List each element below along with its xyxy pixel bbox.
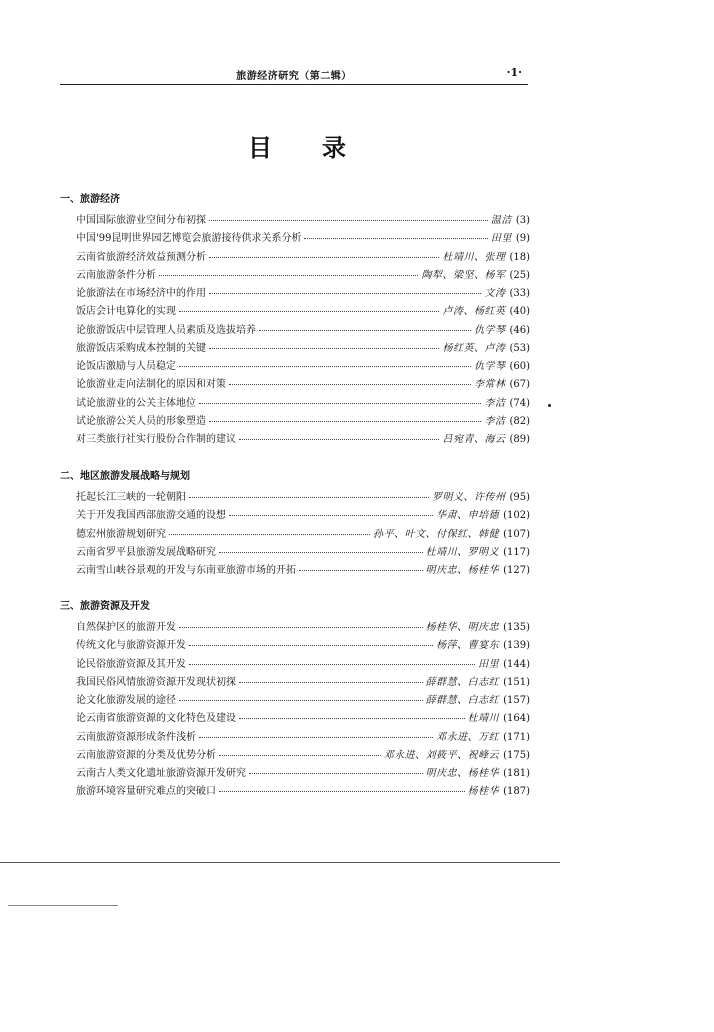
entry-page: (9) <box>515 233 530 245</box>
entry-author: 杨红英、卢涛 <box>442 342 506 354</box>
entry-page: (181) <box>503 768 530 779</box>
entry-title: 传统文化与旅游资源开发 <box>76 640 186 652</box>
entry-author: 陶犁、梁坚、杨军 <box>421 269 506 281</box>
leader-dots <box>209 281 481 294</box>
entry-title: 论云南省旅游资源的文化特色及建设 <box>76 713 236 725</box>
entry-title: 论旅游业走向法制化的原因和对策 <box>76 379 226 391</box>
entry-page: (95) <box>509 492 530 503</box>
entry-author: 田里 <box>490 233 512 245</box>
toc-section-tourism-economy <box>60 190 530 447</box>
entry-page: (157) <box>503 695 530 706</box>
entry-author: 李常林 <box>473 379 506 391</box>
leader-dots <box>209 409 481 422</box>
toc-entry[interactable] <box>60 781 530 799</box>
running-header <box>60 64 528 85</box>
entry-page: (175) <box>503 749 530 761</box>
leader-dots <box>199 725 433 738</box>
entry-author: 明庆忠、杨桂华 <box>425 768 500 779</box>
entry-author: 杜靖川、罗明义 <box>425 546 500 558</box>
entry-page: (82) <box>509 415 530 427</box>
entry-title: 我国民俗风情旅游资源开发现状初探 <box>76 676 236 688</box>
entry-author: 卢涛、杨红英 <box>442 306 506 318</box>
section-heading: 二、地区旅游发展战略与规划 <box>60 471 190 482</box>
page-number: ·1· <box>506 66 522 79</box>
entry-page: (18) <box>509 251 530 263</box>
bottom-rule <box>0 862 560 863</box>
entry-title: 云南旅游条件分析 <box>76 269 156 281</box>
leader-dots <box>189 652 475 665</box>
leader-dots <box>179 354 471 367</box>
entry-author: 田里 <box>478 658 500 670</box>
entry-page: (164) <box>503 713 530 725</box>
entry-title: 云南旅游资源形成条件浅析 <box>76 731 196 743</box>
entry-author: 杨桂华、明庆忠 <box>425 622 500 633</box>
entry-author: 邓永进、万红 <box>436 731 500 743</box>
leader-dots <box>239 706 465 719</box>
entry-page: (67) <box>509 379 530 391</box>
entry-title: 关于开发我国西部旅游交通的设想 <box>76 510 226 522</box>
leader-dots <box>189 633 433 646</box>
leader-dots <box>239 670 423 683</box>
leader-dots <box>179 615 423 628</box>
entry-author: 薛群慧、白志红 <box>425 676 500 688</box>
entry-title: 旅游饭店采购成本控制的关键 <box>76 342 206 354</box>
leader-dots <box>179 688 423 701</box>
footnote-rule <box>8 905 118 906</box>
leader-dots <box>239 427 439 440</box>
leader-dots <box>229 372 471 385</box>
entry-title: 对三类旅行社实行股份合作制的建议 <box>76 434 236 445</box>
entry-author: 邓永进、刘筱平、祝峰云 <box>383 749 500 761</box>
entry-page: (74) <box>509 397 530 409</box>
stray-mark <box>548 404 551 407</box>
entry-title: 论旅游法在市场经济中的作用 <box>76 288 206 299</box>
toc-section-resources <box>60 597 530 800</box>
entry-title: 云南省旅游经济效益预测分析 <box>76 251 206 263</box>
leader-dots <box>209 336 439 349</box>
entry-page: (60) <box>509 361 530 372</box>
leader-dots <box>219 743 381 756</box>
leader-dots <box>209 208 488 221</box>
entry-page: (25) <box>509 269 530 281</box>
entry-title: 自然保护区的旅游开发 <box>76 622 176 633</box>
entry-page: (53) <box>509 342 530 354</box>
entry-author: 杨桂华 <box>467 786 500 798</box>
entry-page: (144) <box>503 658 530 670</box>
entry-page: (139) <box>503 640 530 652</box>
entry-title: 试论旅游公关人员的形象塑造 <box>76 415 206 427</box>
leader-dots <box>179 299 439 312</box>
entry-title: 旅游环境容量研究难点的突破口 <box>76 786 216 798</box>
entry-title: 论旅游饭店中层管理人员素质及选拔培养 <box>76 324 256 336</box>
entry-title: 中国'99昆明世界园艺博览会旅游接待供求关系分析 <box>76 233 302 245</box>
entry-title: 论民俗旅游资源及其开发 <box>76 658 186 670</box>
title-char-2: 录 <box>322 133 346 162</box>
entry-title: 托起长江三峡的一轮朝阳 <box>76 492 186 503</box>
entry-title: 饭店会计电算化的实现 <box>76 306 176 318</box>
entry-page: (117) <box>503 546 530 558</box>
entry-author: 明庆忠、杨桂华 <box>425 565 500 576</box>
entry-page: (89) <box>509 434 530 445</box>
section-heading: 一、旅游经济 <box>60 194 120 205</box>
entry-page: (107) <box>503 528 530 540</box>
journal-title: 旅游经济研究（第二辑） <box>236 71 352 82</box>
leader-dots <box>259 318 471 331</box>
entry-title: 云南雪山峡谷景观的开发与东南亚旅游市场的开拓 <box>76 565 296 576</box>
leader-dots <box>249 761 423 774</box>
entry-title: 论文化旅游发展的途径 <box>76 695 176 706</box>
title-char-1: 目 <box>248 133 272 162</box>
entry-page: (102) <box>503 510 530 522</box>
entry-page: (135) <box>503 622 530 633</box>
entry-author: 吕宛青、海云 <box>442 434 506 445</box>
section-heading: 三、旅游资源及开发 <box>60 601 150 612</box>
entry-page: (127) <box>503 565 530 576</box>
entry-author: 孙平、叶文、付保红、韩健 <box>373 528 500 540</box>
entry-title: 云南旅游资源的分类及优势分析 <box>76 749 216 761</box>
entry-author: 罗明义、许传州 <box>431 492 506 503</box>
entry-author: 李洁 <box>484 415 506 427</box>
entry-page: (151) <box>503 676 530 688</box>
toc-entry[interactable] <box>60 560 530 578</box>
leader-dots <box>304 226 487 239</box>
entry-page: (33) <box>509 288 530 299</box>
leader-dots <box>299 558 423 571</box>
entry-author: 华肃、申培德 <box>436 510 500 522</box>
entry-author: 仇学琴 <box>473 324 506 336</box>
leader-dots <box>229 503 433 516</box>
entry-title: 中国国际旅游业空间分布初探 <box>76 215 206 226</box>
entry-title: 德宏州旅游规划研究 <box>76 528 166 540</box>
leader-dots <box>219 540 423 553</box>
entry-page: (171) <box>503 731 530 743</box>
entry-author: 薛群慧、白志红 <box>425 695 500 706</box>
leader-dots <box>189 485 429 498</box>
leader-dots <box>159 263 418 276</box>
entry-title: 试论旅游业的公关主体地位 <box>76 397 196 409</box>
entry-author: 仇学琴 <box>473 361 506 372</box>
entry-author: 文涛 <box>484 288 506 299</box>
entry-author: 杜靖川 <box>467 713 500 725</box>
entry-author: 杨萍、曹宴东 <box>436 640 500 652</box>
entry-page: (46) <box>509 324 530 336</box>
leader-dots <box>199 391 481 404</box>
entry-author: 温洁 <box>490 215 512 226</box>
entry-title: 云南古人类文化遗址旅游资源开发研究 <box>76 768 246 779</box>
toc-section-regional-strategy <box>60 467 530 578</box>
entry-title: 云南省罗平县旅游发展战略研究 <box>76 546 216 558</box>
leader-dots <box>219 779 465 792</box>
toc-entry[interactable] <box>60 542 530 560</box>
leader-dots <box>209 245 439 258</box>
entry-page: (187) <box>503 786 530 798</box>
entry-title: 论饭店激励与人员稳定 <box>76 361 176 372</box>
page-title <box>240 128 360 162</box>
entry-page: (3) <box>515 215 530 226</box>
entry-author: 杜靖川、张理 <box>442 251 506 263</box>
leader-dots <box>169 522 370 535</box>
entry-page: (40) <box>509 306 530 318</box>
toc-entry[interactable] <box>60 429 530 447</box>
entry-author: 李洁 <box>484 397 506 409</box>
